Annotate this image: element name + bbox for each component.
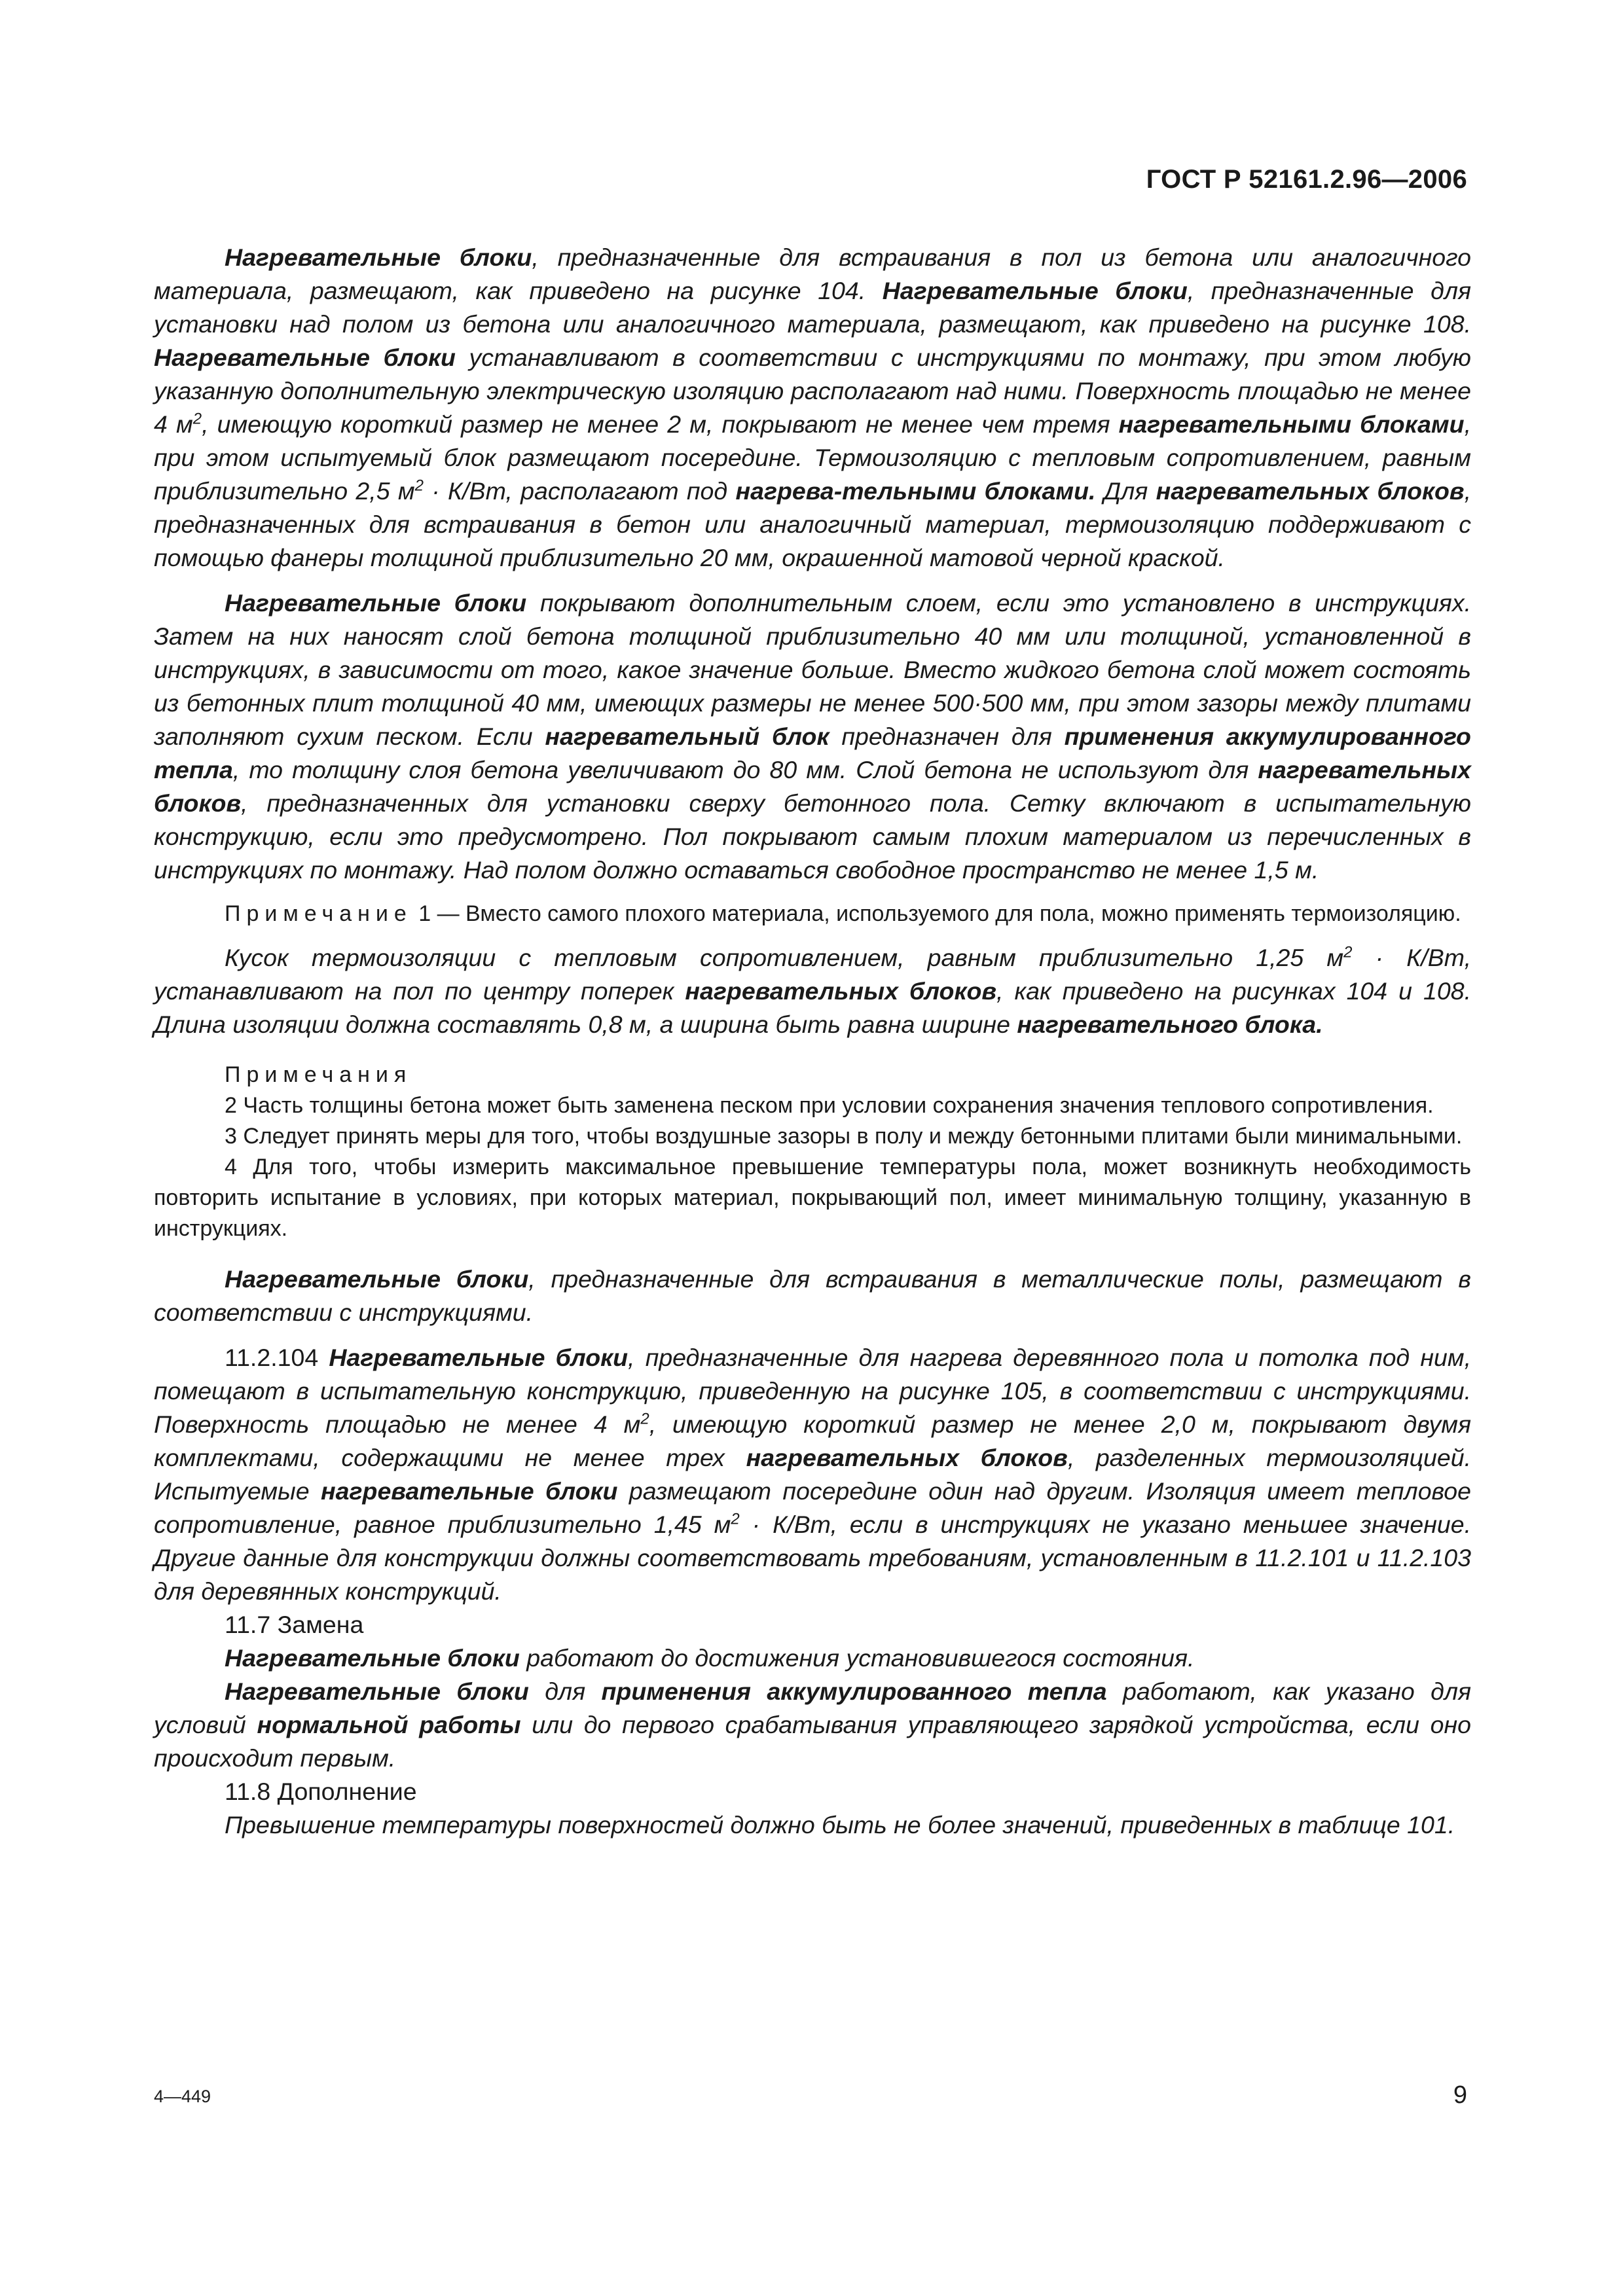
paragraph-insulation-piece: Кусок термоизоляции с тепловым сопротивлением, равным приблизительно 1,25 $м^2 \cdot К/Вт$, устанавливают на пол по центру поперек нагревательных блоков, как приведено на рисунках 104 и 108. Длина изоляции должна составлять 0,8 м, а ширина быть равна ширине нагревательного блока. (154, 943, 1472, 1038)
footer-order-code: 4—449 (154, 2087, 211, 2106)
term-heating-blocks: нагревательных блоков (685, 977, 997, 1005)
term-heating-blocks: нагревательными блоками (1118, 410, 1465, 438)
note-2: 2 Часть толщины бетона может быть заменена песком при условии сохранения значения теплового сопротивления. (225, 1093, 1434, 1118)
term-accumulated-heat: применения аккумулированного тепла (154, 723, 1471, 783)
paragraph-steady-state: Нагревательные блоки работают до достижения установившегося состояния. (225, 1644, 1195, 1672)
paragraph-accumulated-heat: Нагревательные блоки для применения аккумулированного тепла работают, как указано для условий нормальной работы или до первого срабатывания управляющего зарядкой устройства, если оно происходит первым. (154, 1677, 1472, 1772)
term-heating-blocks: нагревательных блоков (1156, 477, 1465, 505)
term-heating-block: нагревательный блок (545, 723, 830, 750)
note-3: 3 Следует принять меры для того, чтобы воздушные зазоры в полу и между бетонными плитами были минимальными. (225, 1124, 1463, 1149)
notes-title: Примечания (225, 1062, 412, 1087)
term-heating-blocks: нагревательных блоков (746, 1444, 1068, 1471)
term-normal-operation: нормальной работы (257, 1711, 521, 1738)
paragraph-metal-floors: Нагревательные блоки, предназначенные для встраивания в металлические полы, размещают в соответствии с инструкциями. (154, 1265, 1471, 1326)
paragraph-11-2-104: 11.2.104 Нагревательные блоки, предназначенные для нагрева деревянного пола и потолка под ним, помещают в испытательную конструкцию, приведенную на рисунке 105, в соответствии с инструкциями. Поверхность площадью не менее 4 $м^2$, имеющую короткий размер не менее 2,0 м, покрывают двумя комплектами, содержащими не менее трех нагревательных блоков, разделенных термоизоляцией. Испытуемые нагревательные блоки размещают посередине один над другим. Изоляция имеет тепловое сопротивление, равное приблизительно 1,45 $м^2 \cdot К/Вт$, если в инструкциях не указано меньшее значение. Другие данные для конструкции должны соответствовать требованиям, установленным в 11.2.101 и 11.2.103 для деревянных конструкций. (154, 1344, 1472, 1605)
term-heating-blocks: Нагревательные блоки (225, 1644, 520, 1672)
paragraph-surface-temperature: Превышение температуры поверхностей должно быть не более значений, приведенных в таблице 101. (225, 1811, 1455, 1839)
term-heating-blocks: Нагревательные блоки (225, 1265, 529, 1293)
term-heating-blocks: нагревательных блоков (154, 756, 1471, 817)
term-accumulated-heat: применения аккумулированного тепла (601, 1677, 1107, 1705)
document-code-header: ГОСТ Р 52161.2.96—2006 (1146, 165, 1467, 194)
term-heating-blocks: Нагревательные блоки (882, 277, 1188, 304)
page-number: 9 (1453, 2081, 1467, 2109)
term-heating-blocks: Нагревательные блоки (154, 344, 456, 371)
document-body (154, 241, 1471, 1842)
term-heating-blocks: нагревательные блоки (321, 1477, 618, 1505)
term-heating-blocks: Нагревательные блоки (329, 1344, 629, 1371)
note-4: 4 Для того, чтобы измерить максимальное превышение температуры пола, может возникнуть необходимость повторить испытание в условиях, при которых материал, покрывающий пол, имеет минимальную толщину, указанную в инструкциях. (154, 1155, 1471, 1241)
section-11-7-title: 11.7 Замена (225, 1611, 364, 1638)
section-11-8-title: 11.8 Дополнение (225, 1778, 417, 1805)
term-heating-blocks: Нагревательные блоки (225, 589, 527, 617)
note-1: Примечание 1 — Вместо самого плохого материала, используемого для пола, можно применять термоизоляцию. (225, 901, 1461, 926)
paragraph-floor-concrete: Нагревательные блоки, предназначенные для встраивания в пол из бетона или аналогичного материала, размещают, как приведено на рисунке 104. Нагревательные блоки, предназначенные для установки над полом из бетона или аналогичного материала, размещают, как приведено на рисунке 108. Нагревательные блоки устанавливают в соответствии с инструкциями по монтажу, при этом любую указанную дополнительную электрическую изоляцию располагают над ними. Поверхность площадью не менее 4 $м^2$, имеющую короткий размер не менее 2 м, покрывают не менее чем тремя нагревательными блоками, при этом испытуемый блок размещают посередине. Термоизоляцию с тепловым сопротивлением, равным приблизительно 2,5 $м^2 \cdot К/Вт$, располагают под нагрева-тельными блоками. Для нагревательных блоков, предназначенных для встраивания в бетон или аналогичный материал, термоизоляцию поддерживают с помощью фанеры толщиной приблизительно 20 мм, окрашенной матовой черной краской. (154, 243, 1471, 571)
clause-number: 11.2.104 (225, 1344, 329, 1371)
term-heating-blocks: Нагревательные блоки (225, 1677, 529, 1705)
term-heating-blocks: Нагревательные блоки (225, 243, 532, 271)
paragraph-concrete-layer: Нагревательные блоки покрывают дополнительным слоем, если это установлено в инструкциях. Затем на них наносят слой бетона толщиной приблизительно 40 мм или толщиной, установленной в инструкциях, в зависимости от того, какое значение больше. Вместо жидкого бетона слой может состоять из бетонных плит толщиной 40 мм, имеющих размеры не менее 500·500 мм, при этом зазоры между плитами заполняют сухим песком. Если нагревательный блок предназначен для применения аккумулированного тепла, то толщину слоя бетона увеличивают до 80 мм. Слой бетона не используют для нагревательных блоков, предназначенных для установки сверху бетонного пола. Сетку включают в испытательную конструкцию, если это предусмотрено. Пол покрывают самым плохим материалом из перечисленных в инструкциях по монтажу. Над полом должно оставаться свободное пространство не менее 1,5 м. (154, 589, 1472, 884)
